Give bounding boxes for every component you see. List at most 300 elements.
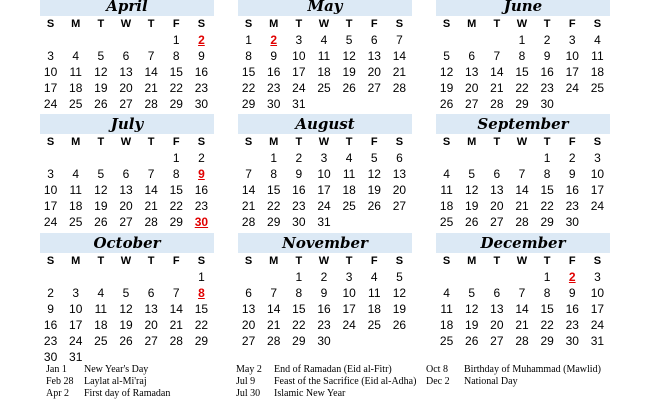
day-cell	[387, 214, 412, 230]
month-header	[436, 114, 610, 134]
month-june	[436, 0, 610, 112]
day-cell: 23	[194, 81, 209, 95]
day-cell: 3	[72, 286, 80, 300]
day-cell: 8	[543, 167, 551, 181]
day-cell: 17	[590, 302, 605, 316]
day-cell: 12	[439, 65, 454, 79]
weekday-header-row	[434, 16, 610, 32]
day-cell: 19	[392, 302, 407, 316]
month-october	[40, 233, 214, 365]
holiday-column	[46, 364, 170, 400]
week-row	[434, 285, 610, 301]
day-cell: 24	[43, 97, 58, 111]
day-cell: 26	[342, 81, 356, 95]
day-cell: 31	[317, 215, 331, 229]
day-cell	[484, 150, 509, 166]
day-cell: 29	[169, 215, 183, 229]
day-cell: 7	[396, 33, 403, 47]
day-cell: 27	[144, 334, 158, 348]
weekday-label: M	[71, 18, 81, 30]
day-cell	[88, 269, 113, 285]
day-cell: 18	[317, 65, 331, 79]
week-row	[236, 285, 412, 301]
day-cell: 27	[119, 215, 133, 229]
day-cell: 17	[342, 302, 356, 316]
day-cell: 8	[172, 167, 180, 181]
day-cell: 15	[169, 65, 183, 79]
day-cell: 26	[439, 97, 454, 111]
day-cell: 28	[241, 215, 256, 229]
day-cell: 12	[465, 302, 479, 316]
day-cell: 9	[543, 49, 551, 63]
weekday-label: W	[120, 255, 132, 267]
weekday-label: W	[120, 136, 132, 148]
holiday-row	[46, 376, 170, 388]
day-cell: 17	[43, 81, 58, 95]
day-cell: 20	[241, 318, 256, 332]
day-cell: 7	[245, 167, 252, 181]
day-cell: 21	[169, 318, 183, 332]
day-cell: 8	[543, 286, 551, 300]
day-cell: 31	[292, 97, 306, 111]
holiday-row	[236, 376, 416, 388]
day-cell: 12	[392, 286, 407, 300]
day-cell: 15	[267, 183, 281, 197]
day-cell: 30	[540, 97, 554, 111]
day-cell: 20	[144, 318, 158, 332]
day-cell: 10	[590, 167, 605, 181]
day-cell: 9	[270, 49, 278, 63]
day-cell: 23	[317, 318, 331, 332]
day-cell	[113, 32, 138, 48]
day-cell: 26	[392, 318, 407, 332]
day-cell: 15	[194, 302, 209, 316]
weekday-label: M	[71, 136, 81, 148]
day-cell: 2	[543, 33, 551, 47]
week-row	[434, 182, 610, 198]
week-row	[434, 214, 610, 230]
month-name: June	[503, 0, 543, 15]
day-cell: 11	[440, 302, 453, 316]
holiday-day-cell: 9	[198, 167, 205, 181]
day-cell: 26	[465, 334, 479, 348]
weekday-label: S	[46, 136, 55, 148]
day-cell: 27	[490, 334, 504, 348]
day-cell	[164, 349, 189, 365]
day-cell: 30	[292, 215, 306, 229]
day-cell: 20	[367, 65, 381, 79]
day-cell: 19	[119, 318, 133, 332]
weekday-label: S	[46, 255, 55, 267]
day-cell: 5	[97, 167, 105, 181]
day-cell: 23	[540, 81, 554, 95]
month-name: April	[106, 0, 148, 15]
month-august	[238, 114, 412, 230]
day-cell: 15	[169, 183, 183, 197]
day-cell: 23	[194, 199, 209, 213]
day-cell: 8	[270, 167, 278, 181]
day-cell: 3	[594, 270, 601, 284]
day-cell: 18	[439, 199, 454, 213]
day-cell	[236, 150, 261, 166]
weekday-label: T	[147, 136, 155, 148]
week-row	[434, 317, 610, 333]
week-row	[38, 32, 214, 48]
week-row	[434, 96, 610, 112]
day-cell: 9	[47, 302, 54, 316]
day-cell: 1	[543, 151, 551, 165]
weekday-label: M	[467, 18, 477, 30]
weekday-label: W	[318, 136, 330, 148]
day-cell: 5	[97, 49, 105, 63]
holiday-day-cell: 30	[194, 215, 209, 229]
week-row	[236, 96, 412, 112]
day-cell	[63, 32, 88, 48]
day-cell: 3	[47, 167, 54, 181]
day-cell: 13	[490, 183, 504, 197]
month-name: October	[93, 234, 161, 252]
day-cell	[38, 150, 63, 166]
day-cell: 29	[241, 97, 256, 111]
holiday-list	[0, 364, 650, 400]
day-cell	[139, 32, 164, 48]
weekday-label: M	[269, 136, 279, 148]
day-cell: 30	[565, 215, 579, 229]
holiday-row	[426, 376, 601, 388]
day-cell: 7	[270, 286, 278, 300]
day-cell: 30	[565, 334, 579, 348]
holiday-name: Feast of the Sacrifice (Eid al-Adha)	[274, 376, 417, 387]
day-cell: 2	[198, 151, 205, 165]
day-cell: 14	[267, 302, 281, 316]
day-cell: 23	[43, 334, 58, 348]
day-cell: 24	[292, 81, 306, 95]
day-cell: 14	[490, 65, 504, 79]
day-cell: 24	[69, 334, 83, 348]
day-cell: 1	[270, 151, 278, 165]
holiday-row	[46, 388, 170, 400]
day-cell: 17	[292, 65, 306, 79]
day-cell: 13	[144, 302, 158, 316]
weekday-label: S	[442, 18, 451, 30]
day-cell: 18	[590, 65, 605, 79]
day-cell: 6	[245, 286, 252, 300]
holiday-day-cell: 8	[198, 286, 205, 300]
day-cell: 21	[490, 81, 504, 95]
day-cell: 4	[72, 49, 80, 63]
day-cell: 28	[144, 97, 158, 111]
day-cell: 27	[490, 215, 504, 229]
day-cell: 7	[493, 49, 501, 63]
day-cell: 16	[194, 183, 209, 197]
day-cell: 21	[144, 199, 158, 213]
weekday-label: T	[345, 136, 353, 148]
weekday-label: M	[269, 255, 279, 267]
weekday-header-row	[236, 253, 412, 269]
holiday-date: Feb 28	[46, 376, 74, 387]
holiday-date: Jul 9	[236, 376, 256, 387]
day-cell: 13	[119, 183, 133, 197]
day-cell: 26	[367, 199, 381, 213]
day-cell	[337, 214, 362, 230]
day-cell: 21	[241, 199, 256, 213]
weekday-label: S	[197, 18, 206, 30]
week-row	[236, 317, 412, 333]
day-cell: 17	[565, 65, 579, 79]
day-cell: 25	[342, 199, 356, 213]
day-cell: 13	[392, 167, 407, 181]
day-cell: 10	[43, 65, 58, 79]
weekday-label: M	[71, 255, 81, 267]
week-row	[434, 269, 610, 285]
month-header	[436, 233, 610, 253]
day-cell: 22	[540, 318, 554, 332]
day-cell: 2	[568, 151, 576, 165]
day-cell: 4	[594, 33, 601, 47]
day-cell: 20	[119, 199, 133, 213]
day-cell: 17	[43, 199, 58, 213]
day-cell: 9	[568, 286, 576, 300]
day-cell: 19	[439, 81, 454, 95]
day-cell: 26	[94, 215, 108, 229]
day-cell: 29	[169, 97, 183, 111]
day-cell	[139, 150, 164, 166]
day-cell: 25	[69, 97, 83, 111]
week-row	[38, 64, 214, 80]
weekday-label: T	[345, 255, 353, 267]
weekday-label: M	[269, 18, 279, 30]
weekday-label: T	[543, 136, 551, 148]
day-cell: 24	[590, 199, 605, 213]
week-row	[434, 64, 610, 80]
day-cell: 16	[565, 302, 579, 316]
day-cell: 21	[392, 65, 407, 79]
day-cell	[434, 32, 459, 48]
holiday-name: End of Ramadan (Eid al-Fitr)	[274, 364, 392, 375]
day-cell: 20	[490, 318, 504, 332]
day-cell: 29	[540, 215, 554, 229]
day-cell: 26	[94, 97, 108, 111]
day-cell: 10	[292, 49, 306, 63]
day-cell: 8	[172, 49, 180, 63]
day-cell: 21	[515, 318, 529, 332]
day-cell: 22	[169, 199, 183, 213]
weekday-label: W	[516, 136, 528, 148]
day-cell: 22	[241, 81, 256, 95]
day-cell	[434, 269, 459, 285]
day-cell	[88, 349, 113, 365]
holiday-day-cell: 2	[198, 33, 205, 47]
day-cell: 10	[590, 286, 605, 300]
day-cell: 17	[317, 183, 331, 197]
weekday-header-row	[38, 16, 214, 32]
week-row	[236, 198, 412, 214]
week-row	[434, 150, 610, 166]
day-cell	[311, 96, 336, 112]
day-cell: 25	[317, 81, 331, 95]
week-row	[38, 285, 214, 301]
day-cell: 15	[241, 65, 256, 79]
day-cell: 12	[367, 167, 381, 181]
day-cell: 13	[490, 302, 504, 316]
day-cell: 14	[515, 183, 529, 197]
day-cell	[560, 96, 585, 112]
month-header	[40, 0, 214, 16]
day-cell: 10	[317, 167, 331, 181]
weekday-label: F	[568, 136, 576, 148]
day-cell: 12	[94, 65, 108, 79]
holiday-name: National Day	[464, 376, 518, 387]
day-cell: 10	[43, 183, 58, 197]
day-cell	[113, 269, 138, 285]
week-row	[236, 48, 412, 64]
holiday-date: Jan 1	[46, 364, 67, 375]
day-cell: 15	[515, 65, 529, 79]
day-cell: 6	[396, 151, 403, 165]
day-cell: 19	[94, 81, 108, 95]
day-cell: 10	[565, 49, 579, 63]
day-cell: 5	[468, 167, 476, 181]
day-cell	[63, 150, 88, 166]
week-row	[236, 182, 412, 198]
day-cell	[164, 269, 189, 285]
day-cell: 6	[122, 167, 130, 181]
day-cell: 25	[439, 215, 454, 229]
day-cell: 11	[440, 183, 453, 197]
day-cell: 7	[518, 167, 526, 181]
holiday-date: May 2	[236, 364, 262, 375]
month-name: July	[110, 115, 144, 133]
weekday-label: F	[370, 255, 378, 267]
week-row	[38, 269, 214, 285]
weekday-label: T	[97, 18, 105, 30]
month-header	[238, 114, 412, 134]
day-cell: 20	[119, 81, 133, 95]
weekday-header-row	[38, 253, 214, 269]
weekday-header-row	[38, 134, 214, 150]
day-cell: 4	[345, 151, 353, 165]
day-cell	[139, 349, 164, 365]
day-cell	[434, 150, 459, 166]
weekday-label: S	[442, 136, 451, 148]
day-cell: 15	[292, 302, 306, 316]
day-cell: 16	[565, 183, 579, 197]
day-cell: 21	[267, 318, 281, 332]
day-cell	[362, 214, 387, 230]
day-cell	[459, 150, 484, 166]
week-row	[38, 333, 214, 349]
day-cell: 6	[147, 286, 155, 300]
day-cell: 3	[345, 270, 353, 284]
day-cell: 14	[392, 49, 407, 63]
weekday-label: S	[46, 18, 55, 30]
day-cell: 11	[317, 49, 331, 63]
week-row	[434, 301, 610, 317]
weekday-label: T	[97, 255, 105, 267]
day-cell	[63, 269, 88, 285]
weekday-label: W	[318, 255, 330, 267]
day-cell: 2	[47, 286, 54, 300]
day-cell: 29	[292, 334, 306, 348]
day-cell	[189, 349, 214, 365]
day-cell: 1	[543, 270, 551, 284]
day-cell	[113, 349, 138, 365]
weekday-label: T	[147, 255, 155, 267]
day-cell: 18	[342, 183, 356, 197]
weekday-label: M	[467, 255, 477, 267]
day-cell: 5	[370, 151, 378, 165]
weekday-label: T	[543, 255, 551, 267]
weekday-label: T	[295, 136, 303, 148]
day-cell: 7	[172, 286, 180, 300]
day-cell: 23	[292, 199, 306, 213]
day-cell: 15	[540, 183, 554, 197]
weekday-label: T	[295, 18, 303, 30]
day-cell: 21	[144, 81, 158, 95]
day-cell: 11	[69, 183, 82, 197]
day-cell: 28	[515, 215, 529, 229]
day-cell: 18	[367, 302, 381, 316]
day-cell: 4	[370, 270, 378, 284]
day-cell	[337, 333, 362, 349]
week-row	[38, 198, 214, 214]
day-cell: 28	[515, 334, 529, 348]
day-cell: 24	[43, 215, 58, 229]
week-row	[38, 96, 214, 112]
day-cell	[88, 150, 113, 166]
day-cell	[387, 333, 412, 349]
day-cell: 13	[465, 65, 479, 79]
weekday-label: T	[493, 255, 501, 267]
day-cell: 4	[443, 167, 450, 181]
week-row	[236, 64, 412, 80]
day-cell: 19	[367, 183, 381, 197]
day-cell: 27	[119, 97, 133, 111]
day-cell: 1	[295, 270, 303, 284]
week-row	[236, 166, 412, 182]
day-cell: 29	[515, 97, 529, 111]
month-july	[40, 114, 214, 246]
day-cell: 3	[47, 49, 54, 63]
holiday-name: First day of Ramadan	[84, 388, 171, 399]
holiday-row	[46, 364, 170, 376]
month-name: August	[295, 115, 355, 133]
day-cell	[38, 32, 63, 48]
day-cell: 11	[342, 167, 356, 181]
weekday-label: F	[172, 136, 180, 148]
day-cell: 5	[468, 286, 476, 300]
day-cell: 7	[147, 49, 155, 63]
day-cell: 9	[295, 167, 303, 181]
day-cell	[261, 269, 286, 285]
day-cell: 4	[320, 33, 328, 47]
day-cell: 24	[317, 199, 331, 213]
weekday-label: F	[172, 255, 180, 267]
day-cell: 12	[119, 302, 133, 316]
day-cell: 8	[518, 49, 526, 63]
day-cell	[362, 333, 387, 349]
day-cell: 5	[345, 33, 353, 47]
month-header	[238, 0, 412, 16]
day-cell: 24	[342, 318, 356, 332]
day-cell: 5	[396, 270, 403, 284]
day-cell: 19	[465, 318, 479, 332]
day-cell	[484, 32, 509, 48]
day-cell: 27	[241, 334, 256, 348]
day-cell	[585, 214, 610, 230]
weekday-label: T	[493, 18, 501, 30]
week-row	[434, 333, 610, 349]
